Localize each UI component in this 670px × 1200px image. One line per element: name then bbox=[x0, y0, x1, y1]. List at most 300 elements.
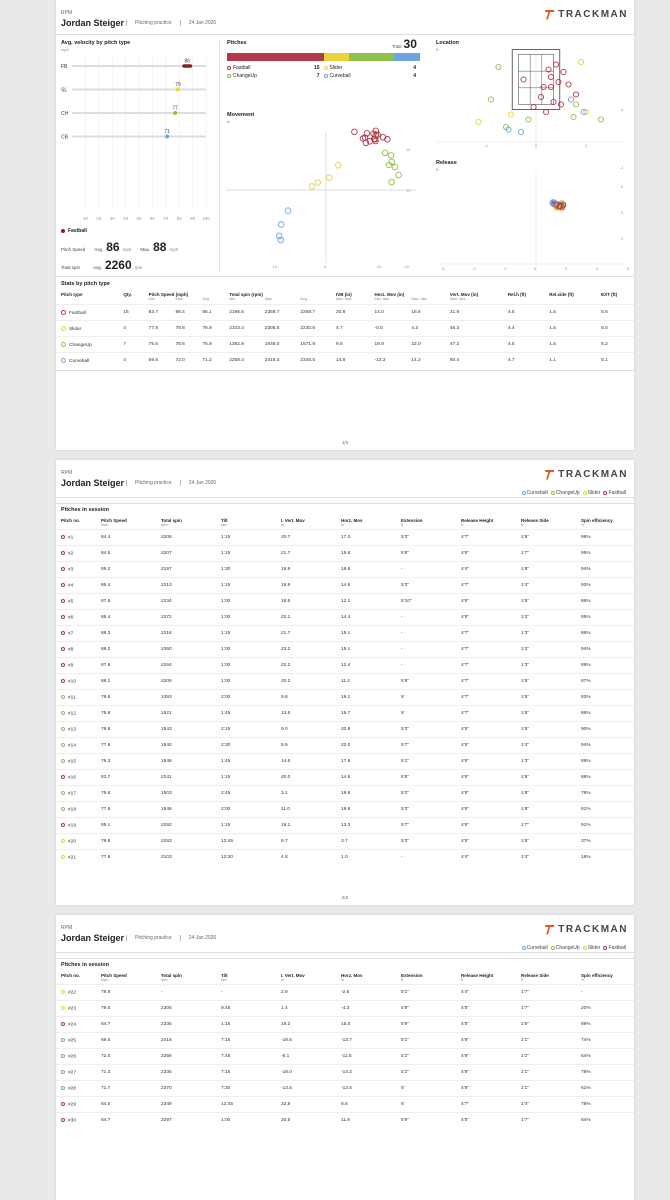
session-cell: 1543 bbox=[156, 722, 216, 738]
movement-point bbox=[309, 184, 315, 190]
session-cell: 1'7" bbox=[516, 1113, 576, 1129]
session-cell: #17 bbox=[56, 786, 96, 802]
session-cell: 2272 bbox=[156, 610, 216, 626]
session-cell: #21 bbox=[56, 850, 96, 866]
stats-cell: 4.7 bbox=[503, 353, 544, 369]
session-header: Horz. Mov in bbox=[341, 518, 363, 527]
session-header: Release Side ft bbox=[521, 518, 549, 527]
session-info bbox=[126, 20, 224, 26]
stats-cell: 5.2 bbox=[596, 337, 634, 353]
stats-cell: 4.7 bbox=[331, 321, 370, 337]
session-cell: #30 bbox=[56, 1113, 96, 1129]
session-cell: 94% bbox=[576, 738, 634, 754]
stats-header: Total spin (rpm) bbox=[229, 292, 263, 297]
pitch-row bbox=[56, 562, 634, 578]
rpm-label: RPM bbox=[61, 470, 73, 476]
pitch-type-count: 15 bbox=[313, 65, 320, 71]
session-cell: #11 bbox=[56, 690, 96, 706]
session-cell: 4'5" bbox=[456, 1017, 516, 1033]
session-cell: #20 bbox=[56, 834, 96, 850]
pitch-type-legend bbox=[522, 945, 626, 951]
stats-cell: 1.1 bbox=[544, 353, 596, 369]
player-name: Jordan Steiger bbox=[61, 933, 125, 943]
session-cell: 9.0 bbox=[276, 722, 336, 738]
player-name: Jordan Steiger bbox=[61, 478, 125, 488]
spin-avg-label: Avg. bbox=[93, 265, 102, 270]
session-cell: 1'8" bbox=[516, 802, 576, 818]
brand-name: TRACKMAN bbox=[558, 9, 628, 20]
trackman-logo bbox=[545, 924, 628, 935]
pitch-type-dot-icon bbox=[61, 1102, 65, 1106]
session-cell: 2103 bbox=[156, 850, 216, 866]
velocity-chart bbox=[56, 52, 216, 227]
session-cell: 1503 bbox=[156, 786, 216, 802]
session-cell: 5'1" bbox=[396, 985, 456, 1001]
session-cell: 2:00 bbox=[216, 802, 276, 818]
session-cell: 15.1 bbox=[336, 626, 396, 642]
session-info bbox=[126, 480, 224, 486]
pitch-row bbox=[56, 642, 634, 658]
page-number: 1/3 bbox=[341, 440, 349, 445]
stats-cell: 1.5 bbox=[544, 305, 596, 321]
session-cell: 94% bbox=[576, 642, 634, 658]
pitch-type-dot-icon bbox=[61, 990, 65, 994]
session-cell: 15.0 bbox=[336, 1017, 396, 1033]
session-cell: 4'6" bbox=[456, 818, 516, 834]
session-cell: 4'9" bbox=[396, 1001, 456, 1017]
velocity-point bbox=[173, 111, 177, 115]
session-cell: 12:30 bbox=[216, 850, 276, 866]
session-cell: 1'6" bbox=[516, 706, 576, 722]
stats-cell: 19.9 bbox=[370, 337, 407, 353]
session-cell: 14.9 bbox=[336, 578, 396, 594]
session-cell: 5'9" bbox=[396, 1113, 456, 1129]
session-cell: 7:15 bbox=[216, 1033, 276, 1049]
session-header: Pitch Speed mph bbox=[101, 973, 127, 982]
pitch-type-dot-icon bbox=[61, 823, 65, 827]
location-point bbox=[566, 82, 571, 87]
stats-row bbox=[56, 353, 634, 369]
session-cell: 72.0 bbox=[96, 1049, 156, 1065]
pitch-type-name: Fastball bbox=[233, 65, 251, 71]
stats-subheader: Max. abs. bbox=[335, 297, 353, 301]
velocity-tick-label: 50 bbox=[136, 216, 142, 221]
pitch-count-item bbox=[324, 73, 421, 79]
stats-cell: 4.5 bbox=[503, 305, 544, 321]
pitch-type-dot-icon bbox=[61, 310, 66, 315]
pitch-type-dot-icon bbox=[61, 839, 65, 843]
session-cell: 1621 bbox=[156, 706, 216, 722]
pitch-row bbox=[56, 1081, 634, 1097]
session-cell: 79.0 bbox=[96, 1001, 156, 1017]
session-cell: 1'5" bbox=[516, 594, 576, 610]
session-cell: 1:15 bbox=[216, 770, 276, 786]
session-cell: 13.3 bbox=[336, 818, 396, 834]
trackman-mark-icon bbox=[545, 470, 554, 480]
session-cell: #2 bbox=[56, 546, 96, 562]
stats-header: Horz. Mov (in) bbox=[374, 292, 405, 297]
session-cell: 5'10" bbox=[396, 594, 456, 610]
session-table bbox=[56, 518, 634, 866]
pitch-row bbox=[56, 626, 634, 642]
session-cell: 19.9 bbox=[336, 786, 396, 802]
movement-tick-label: 10 bbox=[406, 188, 411, 193]
session-info bbox=[126, 935, 224, 941]
pitch-type-count: 7 bbox=[316, 73, 320, 79]
stats-subheader: Min. abs. bbox=[374, 297, 390, 301]
session-cell: 1:15 bbox=[216, 1017, 276, 1033]
session-header: Extension ft bbox=[401, 518, 423, 527]
pitch-type-legend bbox=[522, 490, 626, 496]
movement-point bbox=[285, 208, 291, 214]
session-cell: 5'7" bbox=[396, 738, 456, 754]
velocity-value-label: 79 bbox=[175, 82, 181, 88]
rpm-label: RPM bbox=[61, 925, 73, 931]
session-cell: 77.8 bbox=[96, 850, 156, 866]
velocity-category-label: FB bbox=[61, 64, 68, 70]
session-cell: - bbox=[156, 985, 216, 1001]
pitch-row bbox=[56, 530, 634, 546]
session-cell: 76.3 bbox=[96, 754, 156, 770]
session-cell: 21.7 bbox=[276, 546, 336, 562]
stats-cell: Slider bbox=[56, 321, 118, 337]
session-cell: 4'6" bbox=[456, 754, 516, 770]
pitch-distribution-bar bbox=[227, 53, 420, 61]
session-cell: 5'1" bbox=[396, 754, 456, 770]
pitch-row bbox=[56, 1017, 634, 1033]
session-cell: 5'2" bbox=[396, 1065, 456, 1081]
session-cell: 1'5" bbox=[516, 722, 576, 738]
pitch-type-dot-icon bbox=[61, 583, 65, 587]
movement-point bbox=[327, 175, 333, 181]
session-cell: 89% bbox=[576, 1017, 634, 1033]
session-cell: 2306 bbox=[156, 1001, 216, 1017]
session-cell: 71.3 bbox=[96, 1065, 156, 1081]
pitch-type-dot-icon bbox=[61, 1022, 65, 1026]
pitch-type-dot-icon bbox=[61, 695, 65, 699]
session-cell: 1'6" bbox=[516, 834, 576, 850]
pitch-row bbox=[56, 738, 634, 754]
stats-cell: 20.8 bbox=[331, 305, 370, 321]
session-cell: 86% bbox=[576, 706, 634, 722]
session-cell: 2335 bbox=[156, 1017, 216, 1033]
session-cell: #18 bbox=[56, 802, 96, 818]
session-cell: 1:15 bbox=[216, 530, 276, 546]
session-cell: 5.9 bbox=[276, 738, 336, 754]
pitch-type-name: Curveball bbox=[329, 73, 351, 79]
location-point bbox=[548, 74, 553, 79]
session-cell: 9.7 bbox=[276, 834, 336, 850]
pitch-row bbox=[56, 770, 634, 786]
session-cell: 4'7" bbox=[456, 642, 516, 658]
location-point bbox=[558, 102, 563, 107]
pitches-total bbox=[392, 37, 417, 51]
session-cell: #1 bbox=[56, 530, 96, 546]
pitch-row bbox=[56, 850, 634, 866]
session-cell: 1'8" bbox=[516, 562, 576, 578]
session-cell: #28 bbox=[56, 1081, 96, 1097]
session-cell: 87.5 bbox=[96, 594, 156, 610]
session-cell: 3.7 bbox=[336, 834, 396, 850]
pitch-bar-segment bbox=[227, 53, 324, 61]
session-cell: 1393 bbox=[156, 690, 216, 706]
session-cell: 5'6" bbox=[396, 546, 456, 562]
pitch-type-dot-icon bbox=[61, 711, 65, 715]
pitch-row bbox=[56, 1097, 634, 1113]
max-speed-unit: mph bbox=[169, 247, 179, 252]
session-cell: -18.0 bbox=[276, 1065, 336, 1081]
movement-point bbox=[315, 180, 321, 186]
stats-subheader: Min. bbox=[148, 297, 156, 301]
release-chart bbox=[436, 172, 631, 272]
session-table bbox=[56, 973, 634, 1129]
pitch-count-item bbox=[227, 73, 324, 79]
session-cell: 88% bbox=[576, 770, 634, 786]
session-cell: 5'2" bbox=[396, 1049, 456, 1065]
session-cell: 1:45 bbox=[216, 754, 276, 770]
session-cell: #22 bbox=[56, 985, 96, 1001]
session-cell: 4'8" bbox=[456, 610, 516, 626]
spin-avg: 2260 bbox=[104, 258, 132, 272]
session-cell: 2283 bbox=[156, 834, 216, 850]
location-tick-label: 2 bbox=[585, 143, 588, 148]
pitch-row bbox=[56, 706, 634, 722]
movement-unit: in bbox=[227, 119, 231, 124]
session-cell: 20.2 bbox=[276, 674, 336, 690]
session-cell: 20.0 bbox=[276, 770, 336, 786]
velocity-title: Avg. velocity by pitch type bbox=[61, 40, 131, 46]
session-cell: 5' bbox=[396, 1081, 456, 1097]
session-cell: 1648 bbox=[156, 754, 216, 770]
player-name: Jordan Steiger bbox=[61, 18, 125, 28]
session-cell: - bbox=[576, 985, 634, 1001]
stats-cell: 1.5 bbox=[544, 337, 596, 353]
movement-tick-label: -16 bbox=[271, 264, 277, 269]
session-cell: 5'3" bbox=[396, 530, 456, 546]
pitch-type-dot-icon bbox=[61, 358, 66, 363]
session-cell: 76.8 bbox=[96, 722, 156, 738]
session-date: 24 Jan 2026 bbox=[188, 935, 217, 942]
session-cell: 4'7" bbox=[456, 626, 516, 642]
session-cell: 7:15 bbox=[216, 1065, 276, 1081]
session-cell: #10 bbox=[56, 674, 96, 690]
session-cell: 78.9 bbox=[96, 985, 156, 1001]
legend-item: ChangeUp bbox=[551, 945, 580, 951]
report-page-1 bbox=[56, 0, 634, 450]
pitch-type-dot-icon bbox=[61, 1054, 65, 1058]
stats-cell: 45.3 bbox=[445, 321, 503, 337]
velocity-value-label: 77 bbox=[172, 105, 178, 112]
session-header: Pitch no. bbox=[61, 518, 80, 523]
max-speed: 88 bbox=[153, 240, 167, 254]
session-cell: 1:45 bbox=[216, 706, 276, 722]
session-cell: 2264 bbox=[156, 658, 216, 674]
session-cell: 1'2" bbox=[516, 642, 576, 658]
pitch-type-dot-icon bbox=[61, 679, 65, 683]
session-header: Pitch Speed mph bbox=[101, 518, 127, 527]
legend-item: Fastball bbox=[603, 490, 626, 496]
session-cell: 4'8" bbox=[456, 1065, 516, 1081]
location-point bbox=[543, 109, 548, 114]
stats-cell: 88.4 bbox=[171, 305, 198, 321]
legend-dot-icon bbox=[603, 491, 607, 495]
session-cell: 1'2" bbox=[516, 1049, 576, 1065]
session-cell: 79.8 bbox=[96, 834, 156, 850]
session-cell: 4'7" bbox=[456, 1097, 516, 1113]
session-date: 24 Jan 2026 bbox=[188, 480, 217, 487]
session-cell: 5'1" bbox=[396, 1033, 456, 1049]
report-header bbox=[61, 470, 124, 488]
stats-cell: 4.5 bbox=[503, 337, 544, 353]
session-cell: 88.3 bbox=[96, 626, 156, 642]
session-cell: 1:00 bbox=[216, 1113, 276, 1129]
session-cell: 5' bbox=[396, 706, 456, 722]
total-count: 30 bbox=[403, 37, 417, 51]
location-point bbox=[556, 79, 561, 84]
movement-tick-label: 16 bbox=[406, 147, 411, 153]
session-cell: #4 bbox=[56, 578, 96, 594]
session-cell: 4'4" bbox=[456, 850, 516, 866]
legend-item: Fastball bbox=[603, 945, 626, 951]
session-cell: 83.7 bbox=[96, 770, 156, 786]
session-cell: 1'8" bbox=[516, 786, 576, 802]
session-cell: 4'4" bbox=[456, 562, 516, 578]
release-tick-label: -2 bbox=[503, 266, 507, 271]
pitch-row bbox=[56, 1001, 634, 1017]
pitch-type-dot-icon bbox=[227, 74, 231, 78]
session-cell: 1:30 bbox=[216, 562, 276, 578]
velocity-tick-label: 10 bbox=[82, 216, 88, 221]
location-point bbox=[573, 102, 578, 107]
session-cell: 2241 bbox=[156, 770, 216, 786]
session-cell: 1'4" bbox=[516, 850, 576, 866]
session-cell: 20.5 bbox=[276, 1113, 336, 1129]
movement-point bbox=[392, 164, 398, 170]
location-point bbox=[561, 69, 566, 74]
session-cell: - bbox=[216, 985, 276, 1001]
session-cell: 8.6 bbox=[336, 1097, 396, 1113]
session-cell: 5'2" bbox=[396, 786, 456, 802]
session-cell: 1:00 bbox=[216, 674, 276, 690]
movement-point bbox=[396, 172, 402, 178]
session-cell: 1640 bbox=[156, 738, 216, 754]
session-cell: 22.2 bbox=[276, 658, 336, 674]
location-point bbox=[521, 77, 526, 82]
velocity-tick-label: 80 bbox=[176, 216, 182, 221]
pitch-bar-segment bbox=[349, 53, 394, 61]
stats-subheader: Avg. bbox=[202, 297, 210, 301]
pitch-type-dot-icon bbox=[61, 1070, 65, 1074]
legend-dot-icon bbox=[522, 491, 526, 495]
session-cell: 13.6 bbox=[276, 706, 336, 722]
stats-subheader: Max. bbox=[264, 297, 274, 301]
session-cell: 1'3" bbox=[516, 626, 576, 642]
session-cell: 77.6 bbox=[96, 802, 156, 818]
pitch-type-dot-icon bbox=[61, 663, 65, 667]
session-cell: 1'5" bbox=[516, 674, 576, 690]
session-cell: 78% bbox=[576, 786, 634, 802]
speed-label: Pitch Speed bbox=[61, 247, 86, 252]
session-cell: 86.4 bbox=[96, 578, 156, 594]
pitch-type-count: 4 bbox=[413, 73, 416, 79]
session-cell: 84.4 bbox=[96, 530, 156, 546]
session-cell: 4'6" bbox=[456, 594, 516, 610]
trackman-logo bbox=[545, 469, 628, 480]
stats-cell: 2305.8 bbox=[260, 321, 296, 337]
stats-table bbox=[56, 290, 634, 369]
rpm-label: RPM bbox=[61, 10, 73, 16]
session-cell: 93% bbox=[576, 578, 634, 594]
session-cell: 95% bbox=[576, 546, 634, 562]
session-cell: 2234 bbox=[156, 594, 216, 610]
location-title: Location bbox=[436, 40, 459, 46]
movement-tick-label: -16 bbox=[403, 264, 409, 269]
session-cell: 75.9 bbox=[96, 706, 156, 722]
location-point bbox=[531, 104, 536, 109]
session-cell: 1'7" bbox=[516, 818, 576, 834]
trackman-logo bbox=[545, 9, 628, 20]
session-cell: 5'9" bbox=[396, 1017, 456, 1033]
stats-cell: 71.2 bbox=[197, 353, 224, 369]
location-tick-label: -2 bbox=[484, 143, 488, 148]
session-cell: 1'2" bbox=[516, 610, 576, 626]
pitch-row bbox=[56, 1049, 634, 1065]
session-cell: 94% bbox=[576, 562, 634, 578]
stats-header: Rel.side (ft) bbox=[549, 292, 574, 297]
pitch-row bbox=[56, 610, 634, 626]
stats-cell: Fastball bbox=[56, 305, 118, 321]
stats-header: Rel.h (ft) bbox=[507, 292, 527, 297]
session-cell: #8 bbox=[56, 642, 96, 658]
session-header: Release Height ft bbox=[461, 973, 494, 982]
movement-point bbox=[278, 222, 284, 228]
location-point bbox=[488, 97, 493, 102]
session-cell: 1'7" bbox=[516, 985, 576, 1001]
stats-header: Pitch Speed (mph) bbox=[148, 292, 189, 297]
session-cell: 84.5 bbox=[96, 546, 156, 562]
velocity-tick-label: 70 bbox=[163, 216, 169, 221]
session-cell: 84.7 bbox=[96, 1113, 156, 1129]
session-cell: 2218 bbox=[156, 626, 216, 642]
session-cell: 74% bbox=[576, 1033, 634, 1049]
velocity-value-label: 86 bbox=[184, 58, 191, 65]
session-cell: 1'3" bbox=[516, 658, 576, 674]
session-cell: 17.9 bbox=[336, 754, 396, 770]
session-cell: 4'9" bbox=[456, 1033, 516, 1049]
stats-cell: 15 bbox=[118, 305, 143, 321]
session-cell: 14.4 bbox=[336, 610, 396, 626]
stats-cell: 14.0 bbox=[370, 305, 407, 321]
velocity-point bbox=[176, 88, 180, 92]
pitch-row bbox=[56, 546, 634, 562]
stats-cell: 79.8 bbox=[171, 321, 198, 337]
session-cell: 2292 bbox=[156, 818, 216, 834]
session-cell: 78.6 bbox=[96, 690, 156, 706]
session-cell: 84.7 bbox=[96, 1017, 156, 1033]
session-cell: 2:30 bbox=[216, 738, 276, 754]
location-point bbox=[496, 64, 501, 69]
session-cell: 89% bbox=[576, 658, 634, 674]
pitch-row bbox=[56, 658, 634, 674]
stats-row bbox=[56, 337, 634, 353]
selected-pitch-name: Fastball bbox=[68, 228, 87, 234]
session-cell: 84.0 bbox=[96, 1097, 156, 1113]
stats-row bbox=[56, 305, 634, 321]
velocity-tick-label: 60 bbox=[149, 216, 155, 221]
legend-dot-icon bbox=[551, 491, 555, 495]
movement-point bbox=[382, 150, 388, 156]
session-cell: 4'9" bbox=[456, 1049, 516, 1065]
